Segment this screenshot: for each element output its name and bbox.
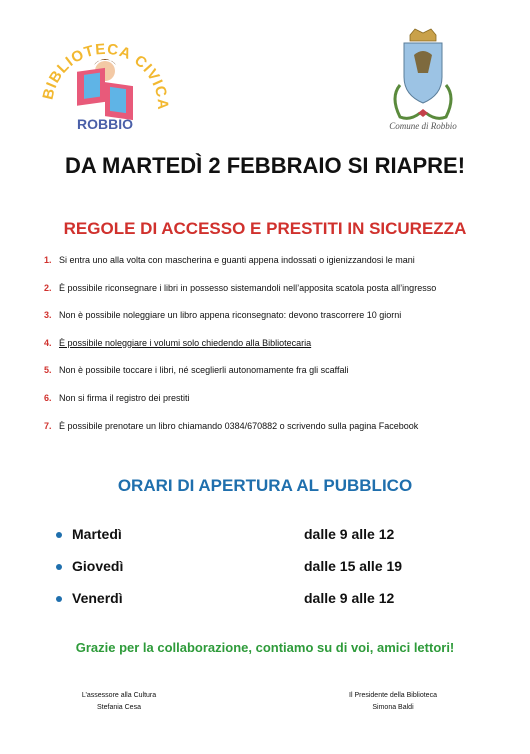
- rule-text: È possibile noleggiare i volumi solo chiedendo alla Bibliotecaria: [59, 337, 312, 348]
- rule-number: 3.: [44, 310, 52, 321]
- rule-number: 6.: [44, 392, 52, 403]
- rule-item: [40, 420, 510, 448]
- logo-town-text: ROBBIO: [77, 116, 133, 132]
- hours-row: [56, 526, 476, 558]
- signature-role: L’assessore alla Cultura: [81, 692, 157, 699]
- rule-number: 2.: [44, 282, 52, 293]
- thanks-message: Grazie per la collaborazione, contiamo su di voi, amici lettori!: [75, 640, 455, 655]
- rule-number: 4.: [44, 337, 52, 348]
- bullet-icon: [56, 564, 62, 570]
- rule-text: È possibile prenotare un libro chiamando 0384/670882 o scrivendo sulla pagina Facebook: [59, 420, 419, 431]
- hours-list: [56, 526, 476, 622]
- rules-title: REGOLE DI ACCESSO E PRESTITI IN SICUREZZA: [63, 219, 467, 238]
- hours-day: Martedì: [72, 526, 122, 542]
- rule-text: Si entra uno alla volta con mascherina e guanti appena indossati o igienizzandosi le mani: [59, 255, 415, 265]
- library-logo-icon: [40, 25, 170, 135]
- signature-right: [328, 690, 458, 714]
- municipal-crest-icon: [378, 25, 468, 135]
- hours-time: dalle 9 alle 12: [304, 590, 395, 606]
- rules-list: [40, 254, 510, 447]
- hours-day: Venerdì: [72, 590, 123, 606]
- rule-item: [40, 364, 510, 392]
- page-headline: DA MARTEDÌ 2 FEBBRAIO SI RIAPRE!: [64, 153, 466, 178]
- crest-caption: Comune di Robbio: [389, 121, 457, 131]
- rule-text: Non si firma il registro dei prestiti: [59, 392, 190, 403]
- signature-role: Il Presidente della Biblioteca: [349, 692, 437, 699]
- municipal-crest: [378, 25, 468, 135]
- rule-number: 7.: [44, 420, 52, 431]
- rule-item: [40, 282, 510, 310]
- signature-left: [54, 690, 184, 714]
- hours-row: [56, 558, 476, 590]
- signature-name: Stefania Cesa: [97, 704, 141, 711]
- rule-number: 5.: [44, 365, 52, 376]
- bullet-icon: [56, 532, 62, 538]
- bullet-icon: [56, 596, 62, 602]
- rule-item: [40, 309, 510, 337]
- hours-time: dalle 9 alle 12: [304, 526, 395, 542]
- rule-text: Non è possibile noleggiare un libro appena riconsegnato: devono trascorrere 10 giorni: [59, 310, 402, 321]
- rule-item: [40, 337, 510, 365]
- hours-time: dalle 15 alle 19: [304, 558, 403, 574]
- rule-item: [40, 392, 510, 420]
- rule-text: Non è possibile toccare i libri, né sceglierli autonomamente fra gli scaffali: [59, 365, 349, 376]
- rule-text: È possibile riconsegnare i libri in possesso sistemandoli nell’apposita scatola posta all’ingresso: [59, 282, 437, 293]
- rule-item: [40, 254, 510, 282]
- library-logo: [40, 25, 170, 135]
- logo-arc-text: BIBLIOTECA CIVICA: [40, 40, 170, 111]
- hours-row: [56, 590, 476, 622]
- signature-name: Simona Baldi: [372, 704, 414, 711]
- rule-number: 1.: [44, 255, 52, 265]
- hours-title: ORARI DI APERTURA AL PUBBLICO: [117, 476, 413, 495]
- hours-day: Giovedì: [72, 558, 124, 574]
